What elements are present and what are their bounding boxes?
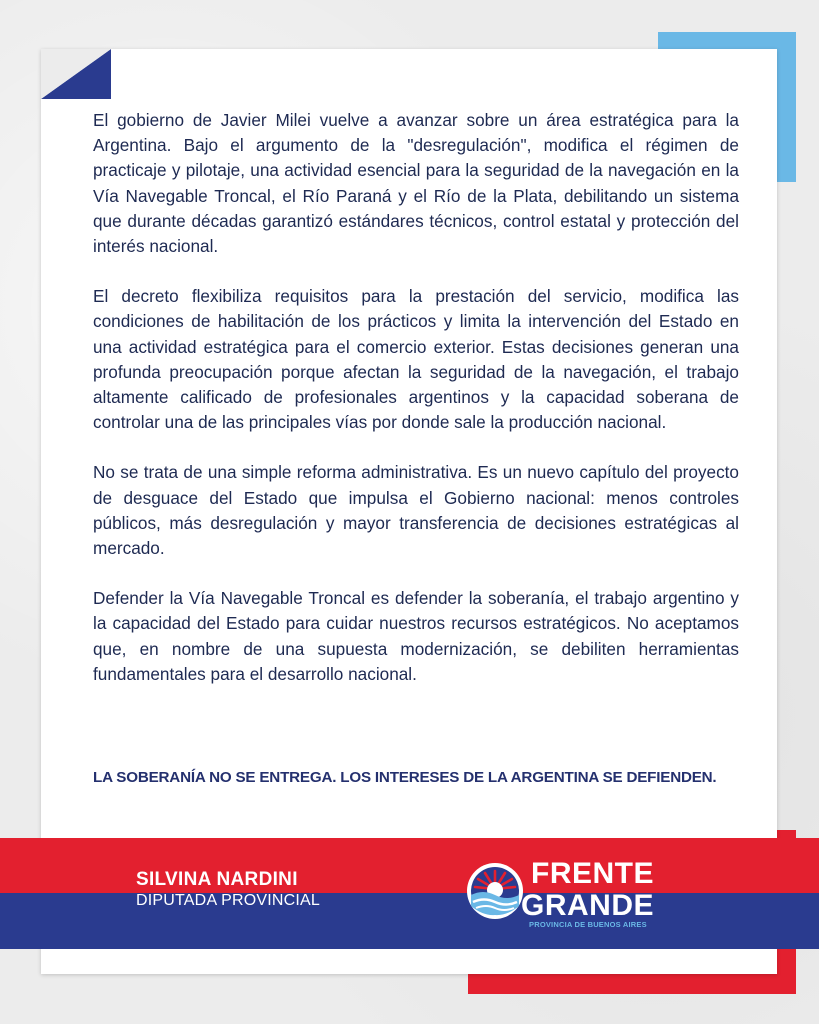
signature-role: DIPUTADA PROVINCIAL <box>136 892 320 909</box>
paragraph-1: El gobierno de Javier Milei vuelve a avanzar sobre un área estratégica para la Argentina. Bajo el argumento de la "desregulación", modifica el régimen de practicaje y pilotaje, una actividad esencial para la seguridad de la navegación en la Vía Navegable Troncal, el Río Paraná y el Río de la Plata, debilitando un sistema que durante décadas garantizó estándares técnicos, control estatal y protección del interés nacional. <box>93 110 739 257</box>
slogan: LA SOBERANÍA NO SE ENTREGA. LOS INTERESES DE LA ARGENTINA SE DEFIENDEN. <box>93 769 717 786</box>
footer-band-red <box>0 838 819 893</box>
footer-band-blue <box>0 893 819 949</box>
paragraph-3: No se trata de una simple reforma administrativa. Es un nuevo capítulo del proyecto de desguace del Estado que impulsa el Gobierno nacional: menos controles públicos, más desregulación y mayor transferencia de decisiones estratégicas al mercado. <box>93 462 739 559</box>
paragraph-4: Defender la Vía Navegable Troncal es defender la soberanía, el trabajo argentino y la capacidad del Estado para cuidar nuestros recursos estratégicos. No aceptamos que, en nombre de una supuesta modernización, se debiliten herramientas fundamentales para el desarrollo nacional. <box>93 588 739 684</box>
logo-text-grande: GRANDE <box>521 889 655 922</box>
logo-text-frente: FRENTE <box>531 857 654 890</box>
sun-waves-logo-icon <box>466 862 524 920</box>
logo-subtitle: PROVINCIA DE BUENOS AIRES <box>529 920 647 929</box>
paragraph-2: El decreto flexibiliza requisitos para la prestación del servicio, modifica las condiciones de habilitación de los prácticos y limita la intervención del Estado en una actividad estratégica para el comercio exterior. Estas decisiones generan una profunda preocupación porque afectan la seguridad de la navegación, el trabajo altamente calificado de profesionales argentinos y la capacidad soberana de controlar una de las principales vías por donde sale la producción nacional. <box>93 286 739 433</box>
statement-body <box>93 108 739 712</box>
signature-name: SILVINA NARDINI <box>136 869 298 890</box>
